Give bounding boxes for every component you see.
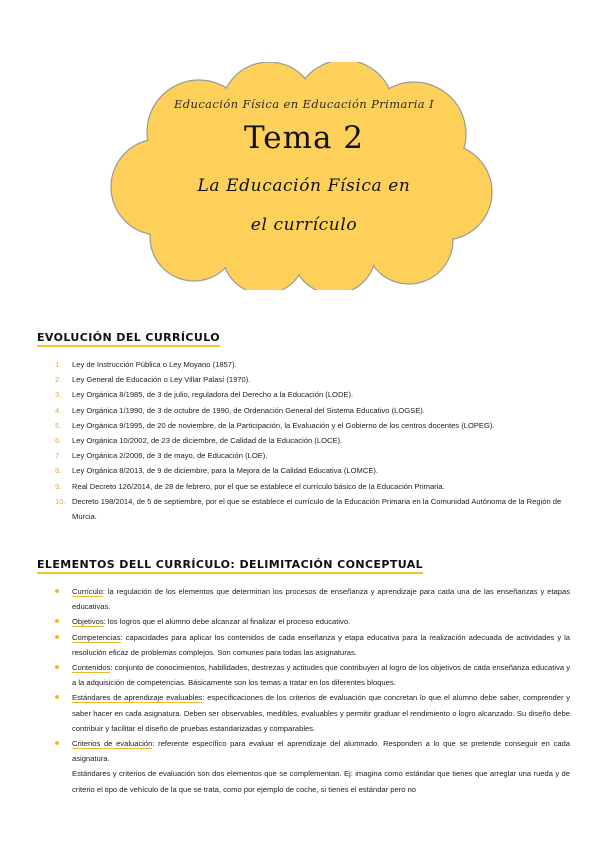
section-heading-evolucion: EVOLUCIÓN DEL CURRÍCULO	[37, 331, 220, 347]
list-item	[55, 387, 570, 402]
term: Estándares de aprendizaje evaluables	[72, 693, 203, 703]
list-text: Decreto 198/2014, de 5 de septiembre, por el que se establece el currículo de la Educación Primaria en la Comunidad Autónoma de la Región de Murcia.	[72, 496, 562, 522]
list-number: 4.	[55, 405, 62, 415]
list-item	[55, 690, 570, 736]
list-number: 6.	[55, 436, 62, 446]
term: Currículo	[72, 587, 103, 596]
list-text: Ley Orgánica 1/1990, de 3 de octubre de 1990, de Ordenación General del Sistema Educativo (LOGSE).	[72, 405, 425, 415]
list-number: 10.	[55, 496, 66, 506]
topic-title-line2: el currículo	[250, 215, 358, 235]
list-item	[55, 660, 570, 690]
list-number: 9.	[55, 481, 62, 491]
list-item	[55, 403, 570, 418]
list-item	[55, 372, 570, 387]
laws-list	[55, 357, 570, 524]
bullet-icon	[55, 619, 59, 623]
list-item	[55, 433, 570, 448]
bullet-icon	[55, 635, 59, 639]
list-number: 5.	[55, 420, 62, 430]
list-text: Ley Orgánica 8/1985, de 3 de julio, reguladora del Derecho a la Educación (LODE).	[72, 390, 354, 400]
list-item	[55, 614, 570, 629]
list-item	[55, 479, 570, 494]
term: Contenidos	[72, 663, 111, 673]
list-number: 2.	[55, 375, 62, 385]
bullet-icon	[55, 665, 59, 669]
subject-title: Educación Física en Educación Primaria I	[173, 97, 435, 111]
list-item	[55, 630, 570, 660]
bullet-icon	[55, 589, 59, 593]
list-item	[55, 357, 570, 372]
definition: : la regulación de los elementos que determinan los procesos de enseñanza y aprendizaje para cada una de las enseñanzas y etapas educativas.	[72, 587, 570, 612]
list-text: Ley Orgánica 2/2006, de 3 de mayo, de Educación (LOE).	[72, 451, 268, 461]
list-item	[55, 463, 570, 478]
list-item	[55, 494, 570, 524]
definition: : referente específico para evaluar el aprendizaje del alumnado. Responden a lo que se pretende conseguir en cada asignatura.	[72, 739, 570, 764]
definition: : los logros que el alumno debe alcanzar al finalizar el proceso educativo.	[103, 617, 351, 627]
paragraph: Estándares y criterios de evaluación son dos elementos que se complementan. Ej: imagina como estándar que tienes que arreglar una rueda y de criterio el tipo de vehículo de la que se trata, como por ejemplo de coche, si tienes el estándar pero no	[72, 769, 570, 794]
bullet-icon	[55, 741, 59, 745]
definition: : capacidades para aplicar los contenidos de cada enseñanza y etapa educativa para la realización adecuada de actividades y la resolución eficaz de problemas complejos. Son comunes para todas las asignaturas.	[72, 632, 570, 657]
list-number: 1.	[55, 360, 62, 369]
term: Criterios de evaluación	[72, 739, 153, 749]
term: Competencias	[72, 632, 121, 642]
list-text: Ley de Instrucción Pública o Ley Moyano (1857).	[72, 360, 237, 369]
elements-list	[55, 584, 570, 797]
list-item	[55, 584, 570, 614]
title-cloud	[104, 62, 504, 290]
list-text: Ley Orgánica 8/2013, de 9 de diciembre, para la Mejora de la Calidad Educativa (LOMCE).	[72, 466, 379, 476]
list-text: Ley Orgánica 10/2002, de 23 de diciembre, de Calidad de la Educación (LOCE).	[72, 436, 343, 446]
bullet-icon	[55, 695, 59, 699]
list-number: 7.	[55, 451, 62, 461]
list-number: 8.	[55, 466, 62, 476]
tema-number: Tema 2	[243, 120, 365, 156]
definition: : conjunto de conocimientos, habilidades, destrezas y actitudes que contribuyen al logro de los objetivos de cada enseñanza educativa y a la adquisición de competencias. Básicamente son los temas a tratar en los diferentes bloques.	[72, 663, 570, 688]
list-item	[55, 418, 570, 433]
term: Objetivos	[72, 617, 104, 627]
list-item	[55, 448, 570, 463]
list-item	[55, 736, 570, 766]
list-text: Real Decreto 126/2014, de 28 de febrero, por el que se establece el currículo básico de la Educación Primaria.	[72, 481, 445, 491]
section-heading-elementos: ELEMENTOS DELL CURRÍCULO: DELIMITACIÓN CONCEPTUAL	[37, 558, 423, 574]
list-text: Ley Orgánica 9/1995, de 20 de noviembre, de la Participación, la Evaluación y el Gobierno de los centros docentes (LOPEG).	[72, 420, 495, 430]
list-number: 3.	[55, 390, 62, 400]
topic-title-line1: La Educación Física en	[197, 176, 411, 196]
definition: : especificaciones de los criterios de evaluación que concretan lo que el alumno debe saber, comprender y saber hacer en cada asignatura. Deben ser observables, medibles, evaluables y permitir graduar el rendimiento o logro alcanzado. Su diseño debe contribuir y facilitar el diseño de pruebas estandarizadas y comparables.	[72, 693, 571, 733]
list-text: Ley General de Educación o Ley Villar Palasí (1970).	[72, 375, 251, 385]
